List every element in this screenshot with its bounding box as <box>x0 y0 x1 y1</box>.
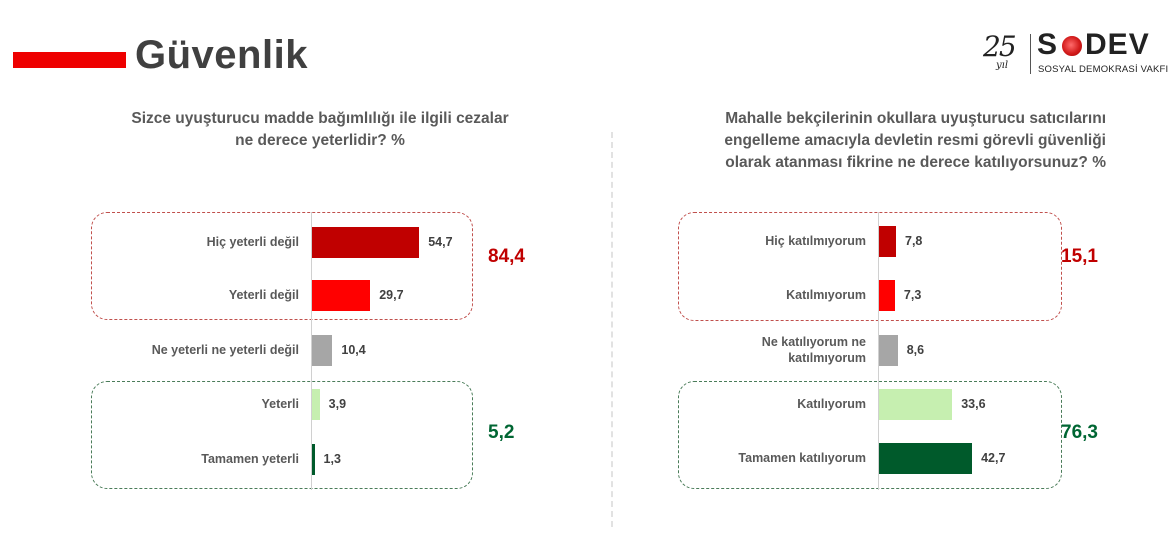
bar <box>879 335 898 366</box>
left-negative-total: 84,4 <box>488 246 525 267</box>
bar-value: 8,6 <box>906 343 925 357</box>
right-positive-total: 76,3 <box>1061 422 1098 443</box>
bar <box>312 444 315 475</box>
bar-value: 42,7 <box>981 451 1006 465</box>
bar <box>312 280 370 311</box>
bar <box>312 335 332 366</box>
bar-value: 7,8 <box>905 234 923 248</box>
bar-value: 1,3 <box>323 452 341 466</box>
bar <box>879 280 895 311</box>
bar <box>312 227 419 258</box>
bar <box>879 389 952 420</box>
left-positive-total: 5,2 <box>488 422 515 443</box>
logo-separator <box>1030 34 1031 74</box>
rose-icon <box>1060 34 1084 58</box>
bar-label: Ne yeterli ne yeterli değil <box>151 343 299 357</box>
panel-divider <box>611 132 613 527</box>
bar-label: Ne katılıyorum ne katılmıyorum <box>761 335 866 365</box>
bar-label: Katılıyorum <box>797 397 866 411</box>
logo-anniversary-suffix: yıl <box>996 60 1009 71</box>
bar-label: Hiç yeterli değil <box>206 235 299 249</box>
bar-label: Tamamen katılıyorum <box>738 451 866 465</box>
right-negative-total: 15,1 <box>1061 246 1098 267</box>
bar-label: Yeterli <box>261 397 299 411</box>
bar <box>879 443 972 474</box>
bar-value: 10,4 <box>341 343 366 357</box>
bar-label: Yeterli değil <box>228 288 299 302</box>
bar-value: 54,7 <box>428 235 453 249</box>
bar-label: Hiç katılmıyorum <box>765 234 866 248</box>
logo-subtitle: SOSYAL DEMOKRASİ VAKFI <box>1038 64 1169 75</box>
right-negative-group-box <box>678 212 1062 321</box>
bar-value: 7,3 <box>903 288 922 302</box>
bar-value: 3,9 <box>328 397 347 411</box>
left-chart-title: Sizce uyuşturucu madde bağımlılığı ile ilgili cezalar ne derece yeterlidir? % <box>131 110 509 149</box>
page-title: Güvenlik <box>135 33 308 77</box>
sodev-logo <box>980 28 1169 78</box>
bar <box>879 226 896 257</box>
title-accent-bar <box>13 52 126 68</box>
bar-value: 29,7 <box>379 288 404 302</box>
logo-brand: S DEV <box>1037 28 1150 61</box>
bar-label: Katılmıyorum <box>786 288 866 302</box>
bar <box>312 389 320 420</box>
logo-anniversary: 25 <box>983 30 1015 63</box>
right-positive-group-box <box>678 381 1062 489</box>
right-chart-title: Mahalle bekçilerinin okullara uyuşturucu satıcılarını engelleme amacıyla devletin resmi görevli güvenliği olarak atanması fikrine ne derece katılıyorsunuz? % <box>724 110 1106 171</box>
bar-value: 33,6 <box>961 397 986 411</box>
bar-label: Tamamen yeterli <box>201 452 299 466</box>
